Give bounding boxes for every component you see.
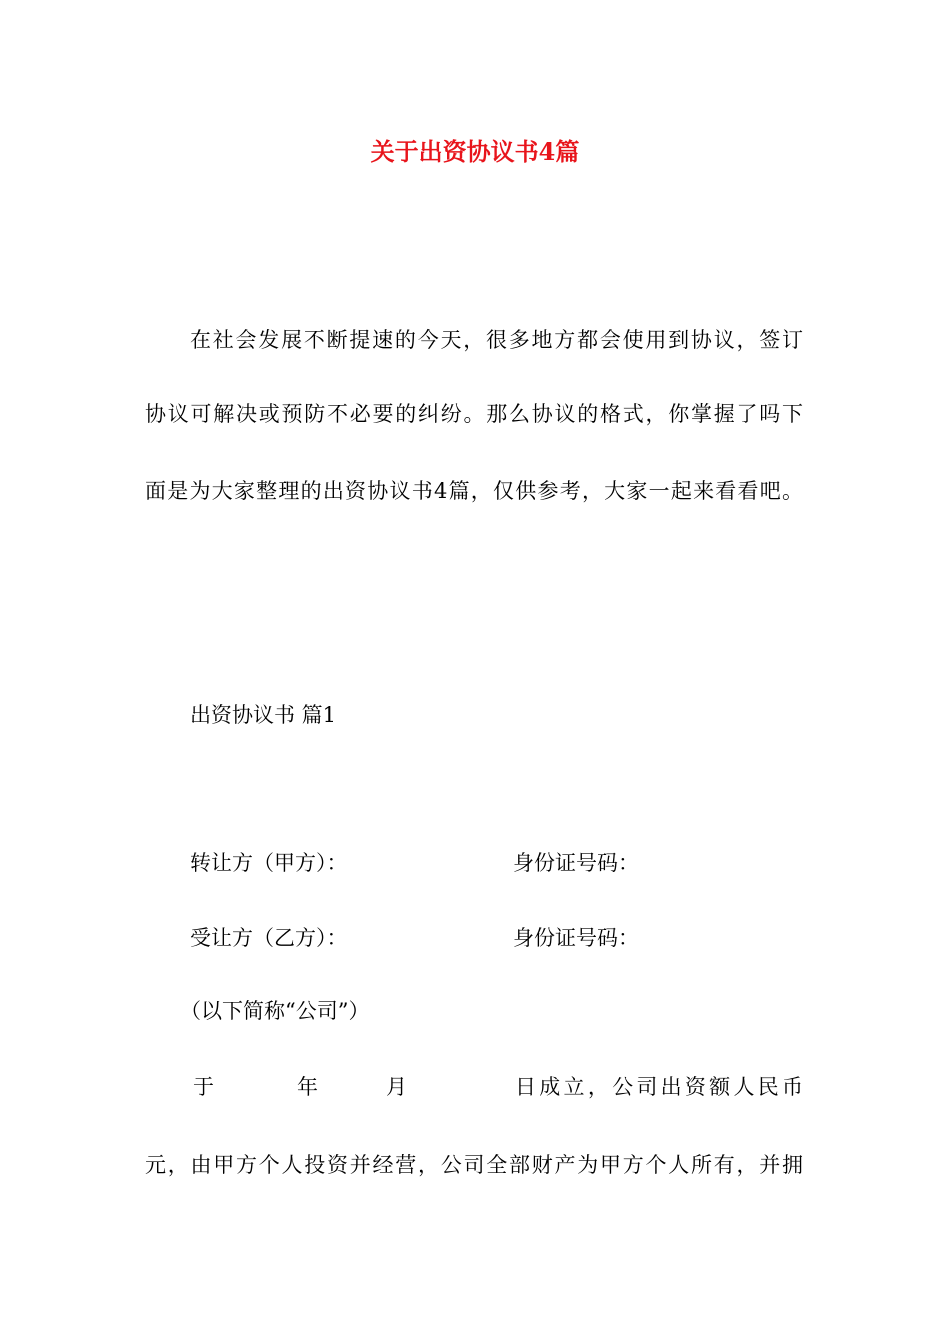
transferor-label: 转让方（甲方）： — [190, 851, 348, 875]
section-heading: 出资协议书 篇1 — [190, 703, 337, 727]
transferee-id-label: 身份证号码： — [513, 926, 639, 950]
abbreviation-note: （以下简称“公司”） — [180, 999, 370, 1023]
date-part-yu: 于 — [193, 1075, 214, 1099]
date-part-established: 日成立，公司出资额人民币 — [515, 1075, 803, 1099]
intro-line-1: 在社会发展不断提速的今天，很多地方都会使用到协议，签订 — [190, 328, 803, 352]
intro-line-3: 面是为大家整理的出资协议书4篇，仅供参考，大家一起来看看吧。 — [145, 479, 803, 503]
transferee-label: 受让方（乙方）： — [190, 926, 348, 950]
date-part-month: 月 — [386, 1075, 407, 1099]
body-line: 元，由甲方个人投资并经营，公司全部财产为甲方个人所有，并拥 — [145, 1153, 803, 1177]
date-part-year: 年 — [297, 1075, 318, 1099]
transferor-id-label: 身份证号码： — [513, 851, 639, 875]
document-title: 关于出资协议书4篇 — [370, 137, 580, 166]
intro-line-2: 协议可解决或预防不必要的纠纷。那么协议的格式，你掌握了吗下 — [145, 402, 803, 426]
